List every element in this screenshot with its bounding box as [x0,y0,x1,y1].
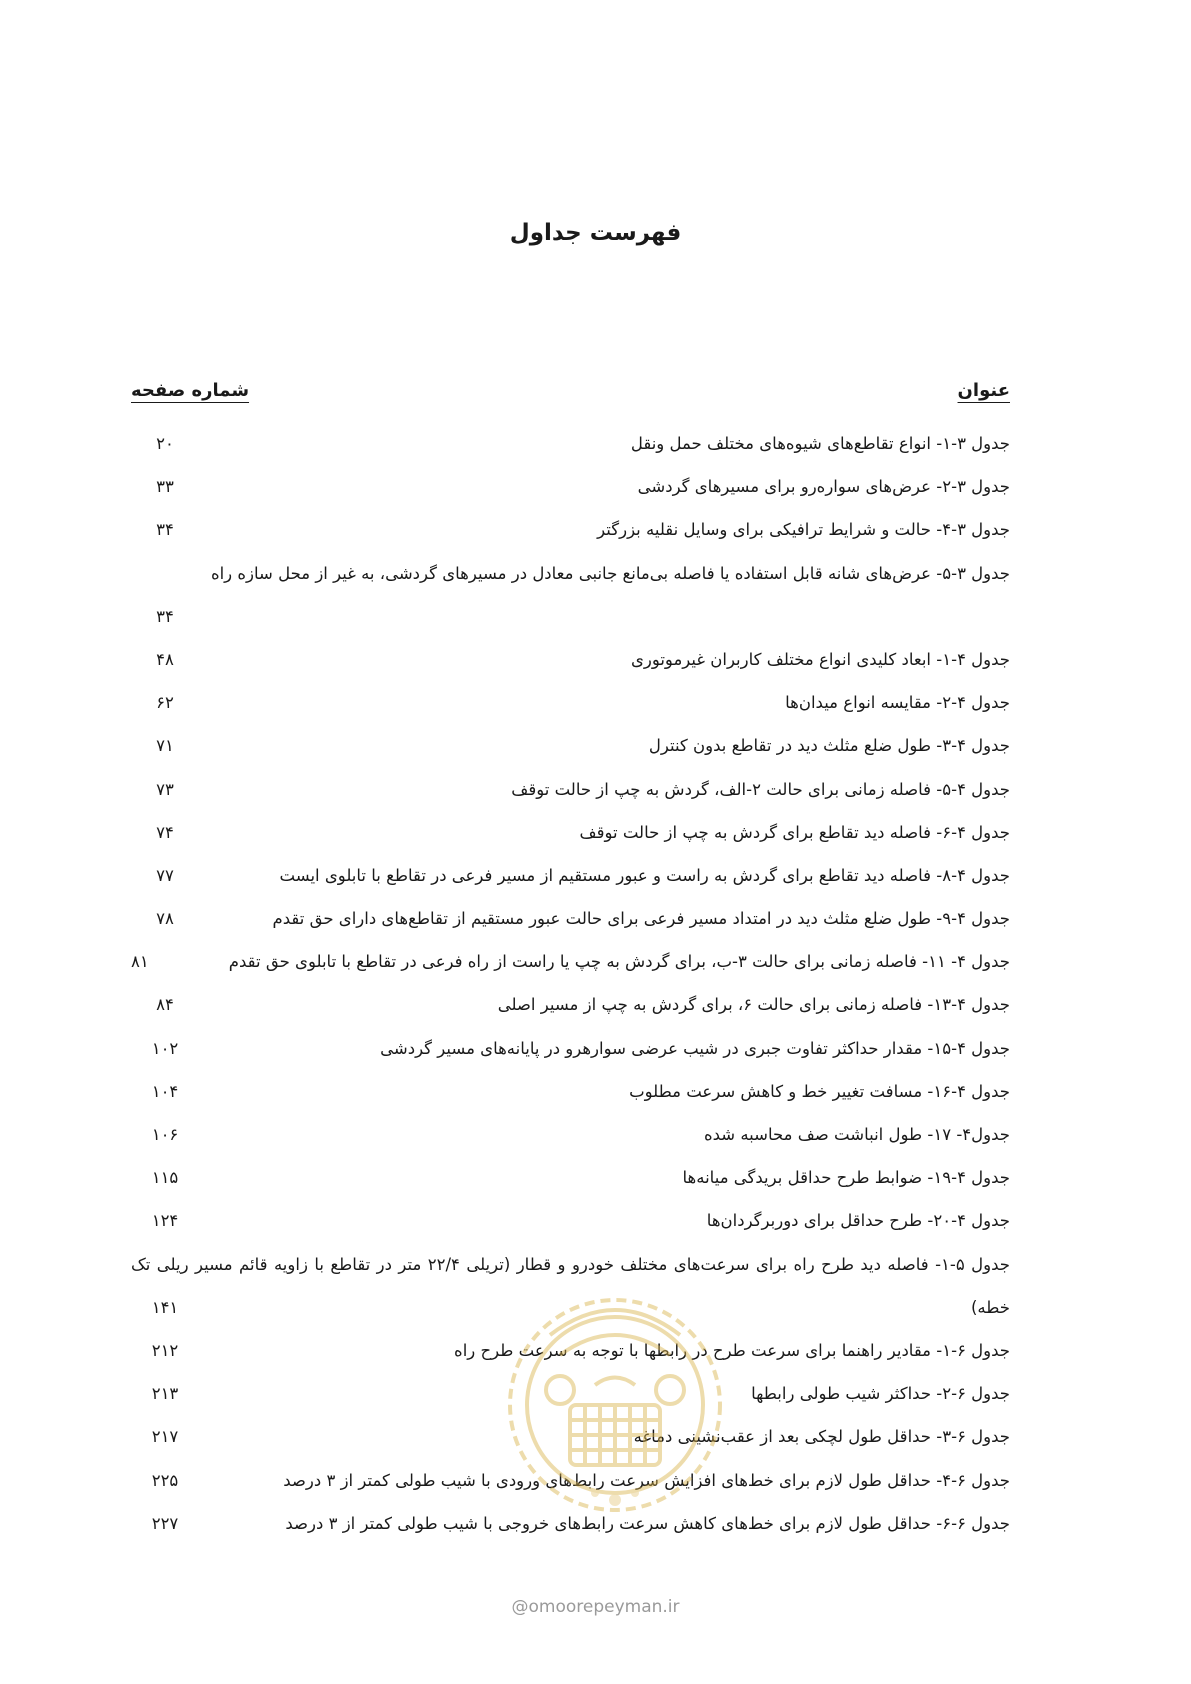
toc-entry[interactable] [131,681,1010,724]
toc-entry[interactable] [131,1113,1010,1156]
toc-entry[interactable] [131,422,1010,465]
toc-entry-title: جدول ۴-۱۳- فاصله زمانی برای حالت ۶، برای گردش به چپ از مسیر اصلی [497,995,1010,1015]
toc-entry[interactable] [131,983,1010,1026]
toc-entry[interactable] [131,811,1010,854]
toc-entry-page: ۳۴ [156,606,174,626]
toc-entry-title: جدول ۴-۳- طول ضلع مثلث دید در تقاطع بدون کنترل [648,736,1010,756]
toc-entry-page: ۷۴ [156,822,174,842]
toc-entry[interactable] [131,1156,1010,1199]
at-icon: @ [511,1597,529,1617]
toc-entry[interactable] [131,1372,1010,1415]
toc-entry[interactable] [131,465,1010,508]
toc-entry-page: ۲۱۷ [151,1427,179,1447]
toc-entry-title: جدول ۴-۱۶- مسافت تغییر خط و کاهش سرعت مطلوب [629,1081,1010,1101]
toc-entry[interactable] [131,897,1010,940]
toc-entry-title: جدول ۴-۶- فاصله دید تقاطع برای گردش به چپ از حالت توقف [579,822,1010,842]
toc-entry-title: جدول ۴-۵- فاصله زمانی برای حالت ۲-الف، گردش به چپ از حالت توقف [511,779,1010,799]
toc-entry-page: ۱۲۴ [151,1211,179,1231]
toc-entry-title: جدول ۳-۲- عرض‌های سواره‌رو برای مسیرهای گردشی [637,477,1010,497]
toc-entry[interactable] [131,724,1010,767]
toc-entry-title: جدول ۶-۴- حداقل طول لازم برای خط‌های افزایش سرعت رابط‌های ورودی با شیب طولی کمتر از ۳ درصد [283,1470,1010,1490]
toc-entry-page: ۲۱۳ [151,1384,179,1404]
page-title: فهرست جداول [509,220,682,246]
watermark-url [0,1597,1191,1617]
toc-entry-page: ۳۳ [156,477,174,497]
toc-entry-page: ۷۸ [156,909,174,929]
toc-entry-page: ۷۱ [156,736,174,756]
toc-entry-title: جدول ۳-۱- انواع تقاطع‌های شیوه‌های مختلف حمل ونقل [630,434,1010,453]
toc-entry-title: جدول ۳-۴- حالت و شرایط ترافیکی برای وسایل نقلیه بزرگتر [597,520,1010,540]
toc-entry-title: جدول ۵-۱- فاصله دید طرح راه برای سرعت‌های مختلف خودرو و قطار (تریلی ۲۲/۴ متر در تقاطع با زاویه قائم مسیر ریلی تک خطه) [131,1254,1010,1317]
toc-entry[interactable] [131,638,1010,681]
toc-entry-title: جدول ۶-۲- حداکثر شیب طولی رابطها [751,1384,1010,1404]
toc-entry-page: ۷۷ [156,865,174,885]
toc-entry[interactable] [131,1070,1010,1113]
toc-entry[interactable] [131,1027,1010,1070]
toc-entry[interactable] [131,768,1010,811]
toc-entry-page: ۱۰۴ [151,1081,179,1101]
toc-entry-page: ۱۱۵ [151,1168,179,1188]
table-of-tables-list [131,422,1010,1545]
toc-entry-page: ۷۳ [156,779,174,799]
toc-entry-page: ۲۱۲ [151,1340,179,1360]
toc-entry-title: جدول۴- ۱۷- طول انباشت صف محاسبه شده [703,1125,1010,1145]
toc-entry-title: جدول ۴-۹- طول ضلع مثلث دید در امتداد مسیر فرعی برای حالت عبور مستقیم از تقاطع‌های دارای حق تقدم [272,909,1010,929]
toc-entry[interactable] [131,1243,1010,1329]
toc-entry[interactable] [131,940,1010,983]
toc-entry[interactable] [131,1502,1010,1545]
toc-entry-title: جدول ۴-۱۵- مقدار حداکثر تفاوت جبری در شیب عرضی سوارهرو در پایانه‌های مسیر گردشی [380,1038,1010,1058]
toc-entry-page: ۴۸ [156,649,174,669]
toc-entry[interactable] [131,508,1010,551]
toc-entry-title: جدول ۴-۲۰- طرح حداقل برای دوربرگردان‌ها [706,1211,1010,1231]
toc-entry-page: ۱۰۶ [151,1125,179,1145]
toc-entry-page: ۲۲۵ [151,1470,179,1490]
toc-entry-page: ۱۴۱ [151,1297,179,1317]
toc-entry-title: جدول ۴-۲- مقایسه انواع میدان‌ها [785,693,1010,713]
toc-entry-title: جدول ۶-۶- حداقل طول لازم برای خط‌های کاهش سرعت رابط‌های خروجی با شیب طولی کمتر از ۳ درصد [285,1513,1010,1533]
toc-entry-page: ۱۰۲ [151,1038,179,1058]
toc-entry[interactable] [131,552,1010,638]
toc-entry-page: ۲۲۷ [151,1513,179,1533]
toc-entry[interactable] [131,1459,1010,1502]
column-headers [131,378,1010,408]
toc-entry-page: ۸۴ [156,995,174,1015]
column-header-page-number: شماره صفحه [131,380,250,401]
toc-entry-title: جدول ۶-۱- مقادیر راهنما برای سرعت طرح در رابطها با توجه به سرعت طرح راه [454,1340,1010,1360]
toc-entry-page: ۸۱ [131,952,149,972]
watermark-url-text: omoorepeyman.ir [528,1597,680,1617]
toc-entry[interactable] [131,1199,1010,1242]
toc-entry[interactable] [131,1415,1010,1458]
toc-entry-page: ۶۲ [156,693,174,713]
toc-entry-title: جدول ۴- ۱۱- فاصله زمانی برای حالت ۳-ب، برای گردش به چپ یا راست از راه فرعی در تقاطع با تابلوی حق تقدم [228,952,1010,972]
toc-entry-title: جدول ۶-۳- حداقل طول لچکی بعد از عقب‌نشینی دماغه [633,1427,1010,1447]
toc-entry-page: ۳۴ [156,520,174,540]
toc-entry-page: ۲۰ [156,434,174,453]
column-header-title: عنوان [957,380,1010,401]
toc-entry-title: جدول ۳-۵- عرض‌های شانه قابل استفاده یا فاصله بی‌مانع جانبی معادل در مسیرهای گردشی، به غیر از محل سازه راه [210,563,1010,583]
toc-entry-title: جدول ۴-۱۹- ضوابط طرح حداقل بریدگی میانه‌ها [682,1168,1010,1188]
toc-entry[interactable] [131,1329,1010,1372]
toc-entry-title: جدول ۴-۱- ابعاد کلیدی انواع مختلف کاربران غیرموتوری [630,649,1010,669]
toc-entry[interactable] [131,854,1010,897]
toc-entry-title: جدول ۴-۸- فاصله دید تقاطع برای گردش به راست و عبور مستقیم از مسیر فرعی در تقاطع با تابلوی ایست [279,865,1010,885]
